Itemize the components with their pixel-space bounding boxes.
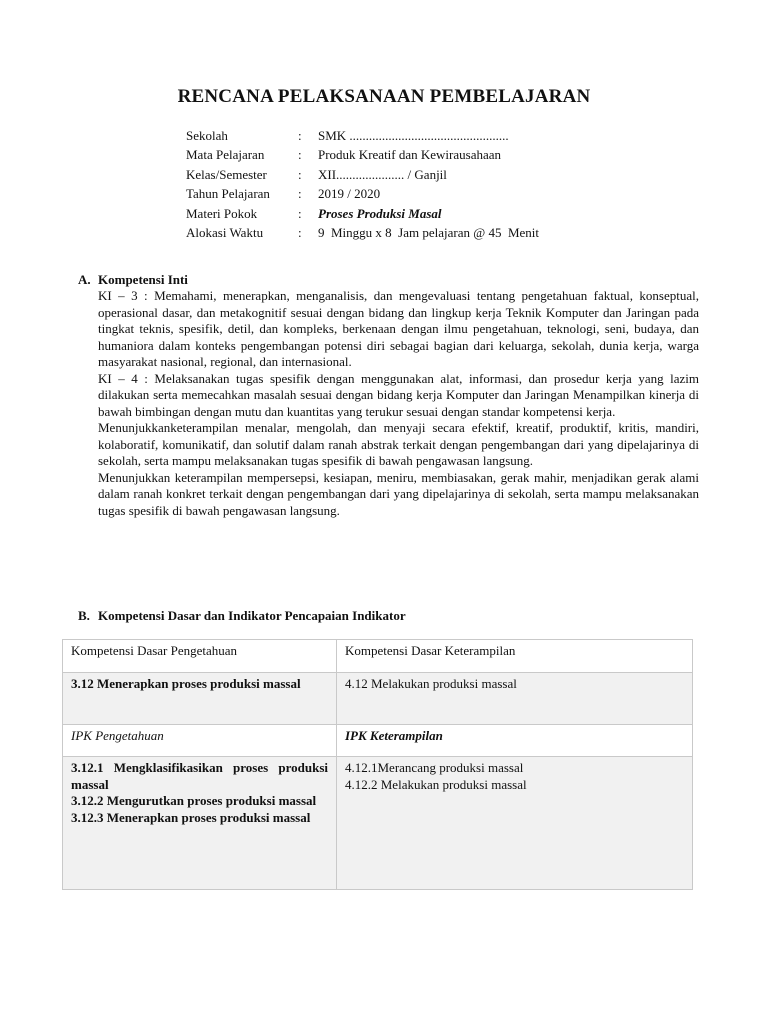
kd-pengetahuan-cell: 3.12 Menerapkan proses produksi massal [63,673,337,725]
identity-label: Sekolah [186,128,228,143]
ki3-paragraph: KI – 3 : Memahami, menerapkan, menganalisis, dan mengevaluasi tentang pengetahuan faktual, konseptual, operasional dasar, dan metakognitif sesuai dengan bidang dan lingkup kerja Teknik Komputer dan Jaringan pada tingkat teknis, spesifik, detil, dan kompleks, berkenaan dengan ilmu pengetahuan, teknologi, seni, budaya, dan humaniora dalam konteks pengembangan potensi diri sebagai bagian dari keluarga, sekolah, dunia kerja, warga masyarakat nasional, regional, dan internasional. [98,288,699,369]
ipk-item: 4.12.1Merancang produksi massal [345,760,524,775]
identity-label: Tahun Pelajaran [186,186,270,202]
identity-row-materi-pokok [186,204,539,223]
identity-label: Materi Pokok [186,205,258,221]
identity-row-alokasi-waktu [186,223,539,242]
identity-separator: : [298,224,302,240]
ipk-keterampilan-header: IPK Keterampilan [337,725,693,757]
document-title: RENCANA PELAKSANAAN PEMBELAJARAN [177,86,591,107]
identity-label: Mata Pelajaran [186,147,265,163]
kd-keterampilan-cell: 4.12 Melakukan produksi massal [337,673,693,725]
identity-value: 9 Minggu x 8 Jam pelajaran @ 45 Menit [318,224,540,240]
identity-separator: : [298,128,302,143]
section-title: Kompetensi Inti [98,272,188,287]
kompetensi-dasar-table [62,639,693,890]
identity-row-mata-pelajaran [186,145,539,164]
identity-value: XII..................... / Ganjil [318,166,447,182]
header-cell-pengetahuan: Kompetensi Dasar Pengetahuan [63,640,337,673]
identity-row-kelas-semester [186,165,539,184]
identity-block [186,126,539,242]
ipk-item: 4.12.2 Melakukan produksi massal [345,776,527,792]
ipk-row [63,757,693,890]
skill-paragraph-concrete: Menunjukkan keterampilan mempersepsi, kesiapan, meniru, membiasakan, gerak mahir, menjadikan gerak alami dalam ranah konkret terkait dengan pengembangan dari yang dipelajarinya di sekolah, serta mampu melaksanakan tugas spesifik di bawah pengawasan langsung. [98,469,699,518]
identity-separator: : [298,205,302,221]
header-cell-keterampilan: Kompetensi Dasar Keterampilan [337,640,693,673]
identity-value: Proses Produksi Masal [318,205,442,221]
identity-row-sekolah [186,126,539,145]
ipk-pengetahuan-header: IPK Pengetahuan [63,725,337,757]
ipk-pengetahuan-cell [63,757,337,890]
ipk-item: 3.12.3 Menerapkan proses produksi massal [71,809,311,825]
section-letter: A. [78,272,91,287]
ki4-paragraph: KI – 4 : Melaksanakan tugas spesifik dengan menggunakan alat, informasi, dan prosedur kerja yang lazim dilakukan serta memecahkan masalah sesuai dengan bidang kerja Komputer dan Jaringan Menampilkan kinerja di bawah bimbingan dengan mutu dan kuantitas yang terukur sesuai dengan standar kompetensi kerja. [98,370,699,419]
identity-value: Produk Kreatif dan Kewirausahaan [318,147,502,163]
identity-value: SMK ................................................. [318,128,509,143]
identity-label: Alokasi Waktu [186,224,264,240]
section-letter: B. [78,608,90,623]
kompetensi-inti-body [98,288,699,519]
ipk-item: 3.12.2 Mengurutkan proses produksi massal [71,793,317,808]
ipk-item: 3.12.1 Mengklasifikasikan proses produksi massal [71,760,328,792]
identity-value: 2019 / 2020 [318,186,381,202]
kd-row [63,673,693,725]
ipk-keterampilan-cell [337,757,693,890]
section-a-heading [78,272,188,288]
skill-paragraph-abstract: Menunjukkanketerampilan menalar, mengolah, dan menyaji secara efektif, kreatif, produktif, kritis, mandiri, kolaboratif, komunikatif, dan solutif dalam ranah abstrak terkait dengan pengembangan dari yang dipelajarinya di sekolah, serta mampu melaksanakan tugas spesifik di bawah pengawasan langsung. [98,420,699,468]
section-b-heading [78,608,406,624]
identity-separator: : [298,186,302,202]
identity-separator: : [298,166,302,182]
section-title: Kompetensi Dasar dan Indikator Pencapaian Indikator [98,608,406,623]
identity-row-tahun-pelajaran [186,184,539,203]
table-header-row [63,640,693,673]
identity-separator: : [298,147,302,163]
ipk-header-row [63,725,693,757]
identity-label: Kelas/Semester [186,166,267,182]
